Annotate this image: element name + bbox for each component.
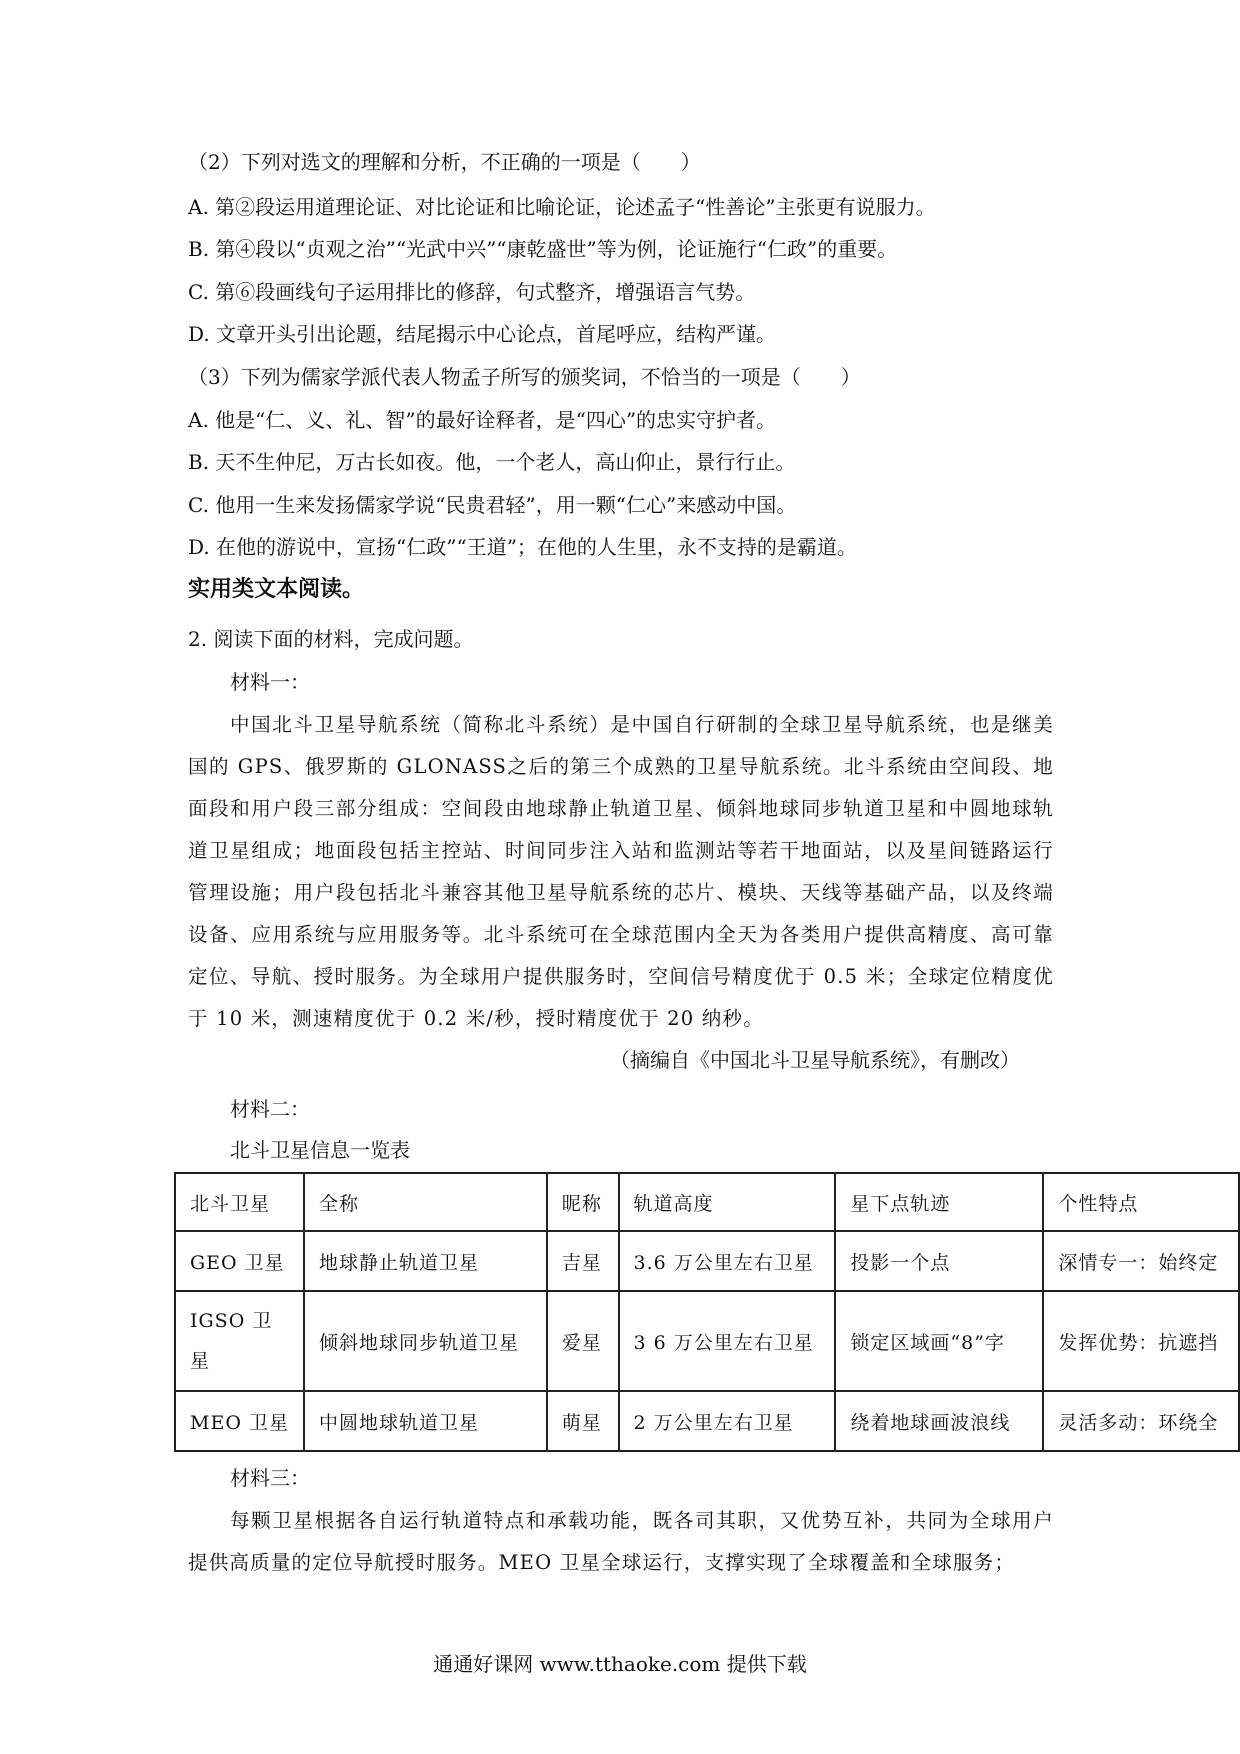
question-3-stem: （3）下列为儒家学派代表人物孟子所写的颁奖词，不恰当的一项是（ ） — [188, 365, 861, 389]
table-cell: 地球静止轨道卫星 — [304, 1231, 547, 1291]
material-1-source: （摘编自《中国北斗卫星导航系统》，有删改） — [610, 1048, 1020, 1072]
beidou-satellite-table — [174, 1172, 1240, 1452]
table-header-cell: 北斗卫星 — [175, 1173, 304, 1231]
table-cell: 深情专一：始终定 — [1043, 1231, 1239, 1291]
table-row — [175, 1391, 1239, 1451]
question-2-option-c: C. 第⑥段画线句子运用排比的修辞，句式整齐，增强语言气势。 — [188, 280, 756, 304]
table-cell: 锁定区域画“8”字 — [835, 1291, 1043, 1391]
table-cell: GEO 卫星 — [175, 1231, 304, 1291]
table-cell: 投影一个点 — [835, 1231, 1043, 1291]
table-cell: 灵活多动：环绕全 — [1043, 1391, 1239, 1451]
table-cell: 3.6 万公里左右卫星 — [619, 1231, 836, 1291]
table-cell: 2 万公里左右卫星 — [619, 1391, 836, 1451]
material-1-paragraph: 中国北斗卫星导航系统（简称北斗系统）是中国自行研制的全球卫星导航系统，也是继美国的 GPS、俄罗斯的 GLONASS之后的第三个成熟的卫星导航系统。北斗系统由空间段、地面段和用户段三部分组成：空间段由地球静止轨道卫星、倾斜地球同步轨道卫星和中圆地球轨道卫星组成；地面段包括主控站、时间同步注入站和监测站等若干地面站，以及星间链路运行管理设施；用户段包括北斗兼容其他卫星导航系统的芯片、模块、天线等基础产品，以及终端设备、应用系统与应用服务等。北斗系统可在全球范围内全天为各类用户提供高精度、高可靠定位、导航、授时服务。为全球用户提供服务时，空间信号精度优于 0.5 米；全球定位精度优于 10 米，测速精度优于 0.2 米/秒，授时精度优于 20 纳秒。 — [188, 713, 1054, 1030]
table-cell: IGSO 卫星 — [175, 1291, 304, 1391]
table-cell: 爱星 — [547, 1291, 619, 1391]
question-2-option-d: D. 文章开头引出论题，结尾揭示中心论点，首尾呼应，结构严谨。 — [188, 322, 777, 346]
table-row — [175, 1231, 1239, 1291]
table-title: 北斗卫星信息一览表 — [230, 1138, 410, 1162]
table-row — [175, 1291, 1239, 1391]
table-header-cell: 星下点轨迹 — [835, 1173, 1043, 1231]
table-cell: 绕着地球画波浪线 — [835, 1391, 1043, 1451]
page-footer: 通通好课网 www.tthaoke.com 提供下载 — [433, 1652, 807, 1676]
question-3-option-b: B. 天不生仲尼，万古长如夜。他，一个老人，高山仰止，景行行止。 — [188, 450, 796, 474]
question-3-option-c: C. 他用一生来发扬儒家学说“民贵君轻”，用一颗“仁心”来感动中国。 — [188, 493, 797, 517]
table-cell: 吉星 — [547, 1231, 619, 1291]
material-3-paragraph: 每颗卫星根据各自运行轨道特点和承载功能，既各司其职，又优势互补，共同为全球用户提供高质量的定位导航授时服务。MEO 卫星全球运行，支撑实现了全球覆盖和全球服务； — [188, 1509, 1054, 1574]
table-cell: 中圆地球轨道卫星 — [304, 1391, 547, 1451]
table-header-row — [175, 1173, 1239, 1231]
table-header-cell: 昵称 — [547, 1173, 619, 1231]
material-3-label: 材料三： — [230, 1466, 310, 1490]
table-cell: 萌星 — [547, 1391, 619, 1451]
question-3-option-a: A. 他是“仁、义、礼、智”的最好诠释者，是“四心”的忠实守护者。 — [188, 408, 777, 432]
material-1-label: 材料一： — [230, 670, 310, 694]
table-cell: 倾斜地球同步轨道卫星 — [304, 1291, 547, 1391]
table-header-cell: 全称 — [304, 1173, 547, 1231]
section-heading: 实用类文本阅读。 — [188, 576, 365, 602]
table-cell: MEO 卫星 — [175, 1391, 304, 1451]
question-2-stem: （2）下列对选文的理解和分析，不正确的一项是（ ） — [188, 150, 701, 174]
table-cell: 发挥优势：抗遮挡 — [1043, 1291, 1239, 1391]
question-intro: 2. 阅读下面的材料，完成问题。 — [188, 627, 474, 651]
material-2-label: 材料二： — [230, 1097, 310, 1121]
question-3-option-d: D. 在他的游说中，宣扬“仁政”“王道”；在他的人生里，永不支持的是霸道。 — [188, 535, 857, 559]
table-cell: 3 6 万公里左右卫星 — [619, 1291, 836, 1391]
table-header-cell: 个性特点 — [1043, 1173, 1239, 1231]
question-2-option-b: B. 第④段以“贞观之治”“光武中兴”“康乾盛世”等为例，论证施行“仁政”的重要。 — [188, 237, 898, 261]
question-2-option-a: A. 第②段运用道理论证、对比论证和比喻论证，论述孟子“性善论”主张更有说服力。 — [188, 195, 936, 219]
table-header-cell: 轨道高度 — [619, 1173, 836, 1231]
